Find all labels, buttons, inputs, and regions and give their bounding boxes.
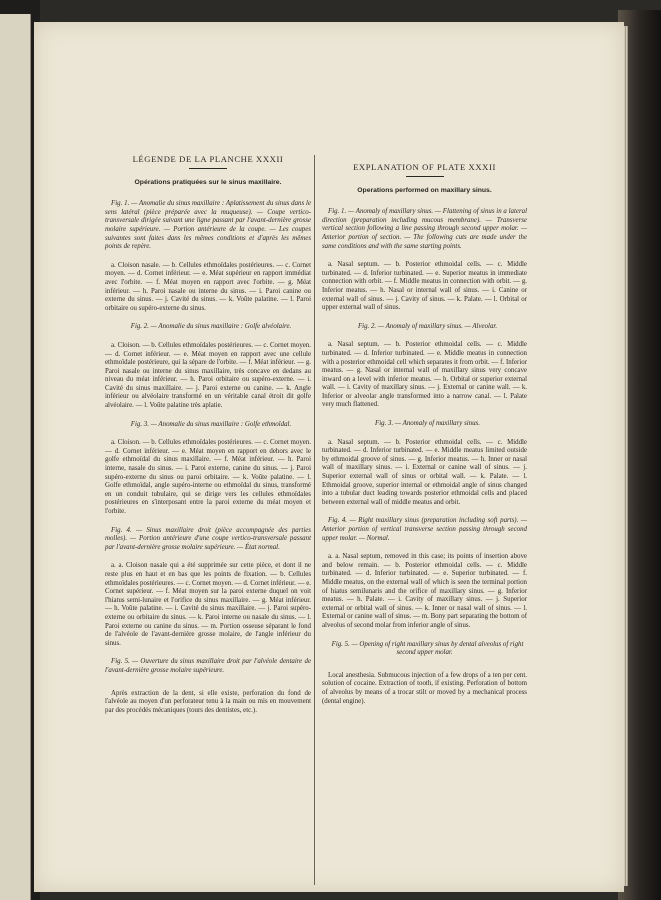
- procedure-text: Local anesthesia. Submucous injection of a few drops of a ten per cent. solution of cocaine. Extraction of tooth, if existing. Perforation of bottom of alveolus by means of a trocar stilt or moved by a mechanical process (dental engine).: [322, 671, 527, 705]
- procedure-note: [105, 690, 311, 716]
- figure-caption: Fig. 4. — Sinus maxillaire droit (pièce accompagnée des parties molles). — Portion antérieure d'une coupe vertico-transversale passant par l'avant-dernière grosse molaire supérieure. — État normal.: [105, 526, 311, 551]
- heading-rule: [189, 168, 227, 169]
- figure-legend: a. a. Cloison nasale qui a été supprimée sur cette pièce, et dont il ne reste plus en haut et en bas que les points de fixation. — b. Cellules ethmoïdales postérieures. — c. Cornet moyen. — d. Cornet inférieur. — e. Cornet supérieur. — f. Méat moyen sur la paroi externe duquel on voit l'hiatus semi-lunaire et l'orifice du sinus maxillaire. — g. Méat inférieur. — h. Voûte palatine. — i. Cavité du sinus maxillaire. — j. Paroi supéro-externe ou orbitaire du sinus. — k. Paroi interne ou nasale du sinus. — l. Paroi externe ou canine du sinus. — m. Portion osseuse séparant le fond de l'alvéole de l'avant-dernière grosse molaire, de l'angle inférieur du sinus.: [105, 562, 311, 647]
- figure-caption: Fig. 2. — Anomaly of maxillary sinus. — Alveolar.: [357, 322, 498, 330]
- figure-entry: [105, 323, 311, 410]
- figure-legend: a. Cloison nasale. — b. Cellules ethmoïdales postérieures. — c. Cornet moyen. — d. Cornet inférieur. — e. Méat supérieur en rapport immédiat avec l'orbite. — f. Méat moyen en rapport avec l'orbite. — g. Méat inférieur. — h. Paroi nasale ou interne du sinus. — i. Paroi canine ou externe du sinus. — j. Cavité du sinus. — k. Voûte palatine. — l. Paroi orbitaire ou supéro-externe du sinus.: [105, 261, 311, 312]
- column-divider: [314, 155, 315, 885]
- figure-caption: Fig. 3. — Anomaly of maxillary sinus.: [375, 420, 480, 428]
- figure-caption: Fig. 2. — Anomalie du sinus maxillaire : Golfe alvéolaire.: [130, 323, 292, 331]
- figure-entry: [322, 420, 527, 507]
- heading-rule: [406, 176, 444, 177]
- figure-legend: a. Cloison. — b. Cellules ethmoïdales postérieures. — c. Cornet moyen. — d. Cornet inférieur. — e. Méat moyen en rapport en dehors avec le golfe ethmoïdal du sinus maxillaire. — f. Méat inférieur. — h. Paroi interne, nasale du sinus. — i. Paroi externe, canine du sinus. — j. Paroi supéro-externe du sinus ou paroi orbitaire. — k. Voûte palatine. — l. Golfe ethmoïdal, angle supéro-interne ou ethmoïdal du sinus, transformé en un conduit tubulaire, qui se dirige vers les cellules ethmoïdales postérieures en s'interposant entre la paroi externe du méat moyen et l'orbite.: [105, 439, 311, 515]
- figure-caption: Fig. 1. — Anomalie du sinus maxillaire : Aplatissement du sinus dans le sens latéral (pièce préparée avec la muqueuse). — Coupe vertico-transversale dirigée suivant une ligne passant par l'avant-dernière grosse molaire supérieure. — Portion antérieure de la coupe. — Les coupes suivantes sont faites dans les mêmes conditions et d'après les mêmes points de repère.: [105, 200, 311, 251]
- figure-entry: [105, 658, 311, 675]
- facing-page-edge: [0, 14, 31, 900]
- figure-caption: Fig. 4. — Right maxillary sinus (preparation including soft parts). — Anterior portion of vertical transverse section passing through second upper molar. — Normal.: [322, 517, 527, 542]
- english-explanation-column: [322, 163, 527, 706]
- legend-subheading: Opérations pratiquées sur le sinus maxillaire.: [134, 178, 282, 186]
- figure-caption: Fig. 1. — Anomaly of maxillary sinus. — Flattening of sinus in a lateral direction (preparation including mucous membrane). — Transverse vertical section following a line passing through second upper molar. — Anterior portion of section. — The following cuts are made under the same conditions and with the same starting points.: [322, 208, 527, 250]
- explanation-heading: EXPLANATION OF PLATE XXXII: [353, 162, 496, 172]
- figure-caption: Fig. 5. — Ouverture du sinus maxillaire droit par l'alvéole dentaire de l'avant-dernière grosse molaire supérieure.: [105, 658, 311, 674]
- figure-entry: [322, 208, 527, 313]
- legend-heading: LÉGENDE DE LA PLANCHE XXXII: [132, 154, 284, 164]
- figure-caption: Fig. 3. — Anomalie du sinus maxillaire : Golfe ethmoïdal.: [130, 420, 292, 428]
- figure-entry: [105, 421, 311, 517]
- figure-entry: [322, 641, 527, 658]
- figure-legend: a. a. Nasal septum, removed in this case; its points of insertion above and below remain. — b. Posterior ethmoidal cells. — c. Middle turbinated. — d. Inferior turbinated. — e. Superior turbinated. — f. Middle meatus, on the external wall of which is seen the terminal portion of hiatus semilunaris and the orifice of maxillary sinus. — g. Inferior meatus. — h. Palate. — i. Cavity of maxillary sinus. — j. Superior external or orbital wall of sinus. — k. Inner or nasal wall of sinus. — l. External or canine wall of sinus. — m. Bony part separating the bottom of alveolus of second molar from inferior angle of sinus.: [322, 553, 527, 629]
- figure-legend: a. Nasal septum. — b. Posterior ethmoidal cells. — c. Middle turbinated. — d. Inferior turbinated. — e. Middle meatus limited outside by ethmoidal groove of sinus. — g. Inferior meatus. — h. Inner or nasal wall of maxillary sinus. — i. External or canine wall of sinus. — j. Superior external wall of sinus or orbital wall. — k. Palate. — l. Ethmoidal groove, superior internal or ethmoidal angle of sinus changed into a tubular duct leading towards posterior ethmoidal cells and placed between external wall of middle meatus and orbit.: [322, 438, 527, 506]
- figure-caption: Fig. 5. — Opening of right maxillary sinus by dental alveolus of right second upper molar.: [331, 640, 524, 657]
- figure-entry: [105, 200, 311, 313]
- figure-legend: a. Cloison. — b. Cellules ethmoïdales postérieures. — c. Cornet moyen. — d. Cornet inférieur. — e. Méat moyen en rapport avec une cellule ethmoïdale postérieure, qui la sépare de l'orbite. — f. Méat inférieur. — g. Paroi nasale ou interne du sinus maxillaire, très concave en dedans au niveau du méat inférieur. — h. Paroi orbitaire ou supéro-externe. — i. Cavité du sinus maxillaire. — j. Paroi externe ou canine. — k. Angle inférieur ou alvéolaire transformé en un véritable canal étroit dit golfe alvéolaire. — l. Voûte palatine très aplatie.: [105, 341, 311, 410]
- procedure-note: [322, 672, 527, 706]
- procedure-text: Après extraction de la dent, si elle existe, perforation du fond de l'alvéole au moyen d'un perforateur tenu à la main ou mis en mouvement par des procédés mécaniques (tours des dentistes, etc.).: [105, 689, 311, 714]
- figure-entry: [322, 517, 527, 630]
- figure-legend: a. Nasal septum. — b. Posterior ethmoidal cells. — c. Middle turbinated. — d. Inferior turbinated. — e. Middle meatus in connection with a posterior ethmoidal cell which separates it from orbit. — f. Inferior meatus. — g. Nasal or internal wall of maxillary sinus very concave inward on a level with inferior meatus. — h. Orbital or superior external wall. — i. Cavity of maxillary sinus. — j. External or canine wall. — k. Inferior or alveolar angle transformed into a narrow canal. — l. Palate very much flattened.: [322, 341, 527, 409]
- explanation-subheading: Operations performed on maxillary sinus.: [357, 186, 492, 194]
- figure-entry: [105, 527, 311, 649]
- french-legend-column: [105, 155, 311, 715]
- figure-entry: [322, 323, 527, 410]
- figure-legend: a. Nasal septum. — b. Posterior ethmoidal cells. — c. Middle turbinated. — d. Inferior turbinated. — e. Superior meatus in immediate connection with orbit. — f. Middle meatus in connection with orbit. — g. Inferior meatus. — h. Nasal or internal wall of sinus. — i. Canine or external wall of sinus. — j. Cavity of sinus. — k. Palate. — l. Orbital or upper external wall of sinus.: [322, 261, 527, 312]
